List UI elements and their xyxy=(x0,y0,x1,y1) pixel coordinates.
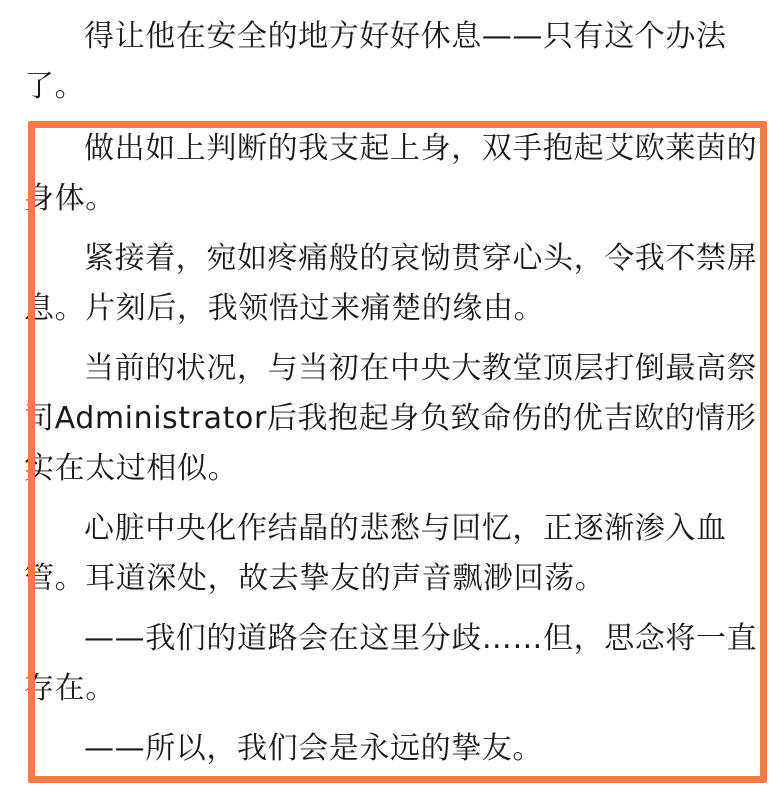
paragraph-6: ——我们的道路会在这里分歧……但，思念将一直存在。 xyxy=(24,621,758,706)
paragraph-5: 心脏中央化作结晶的悲愁与回忆，正逐渐渗入血管。耳道深处，故去挚友的声音飘渺回荡。 xyxy=(24,511,727,596)
paragraph-4: 当前的状况，与当初在中央大教堂顶层打倒最高祭司Administrator后我抱起身负致命伤的优吉欧的情形实在太过相似。 xyxy=(24,351,758,486)
paragraph-2: 做出如上判断的我支起上身，双手抱起艾欧莱茵的身体。 xyxy=(24,131,758,216)
paragraph-3: 紧接着，宛如疼痛般的哀恸贯穿心头，令我不禁屏息。片刻后，我领悟过来痛楚的缘由。 xyxy=(24,241,758,326)
paragraph-1: 得让他在安全的地方好好休息——只有这个办法了。 xyxy=(24,19,727,104)
paragraph-7: ——所以，我们会是永远的挚友。 xyxy=(84,731,543,766)
